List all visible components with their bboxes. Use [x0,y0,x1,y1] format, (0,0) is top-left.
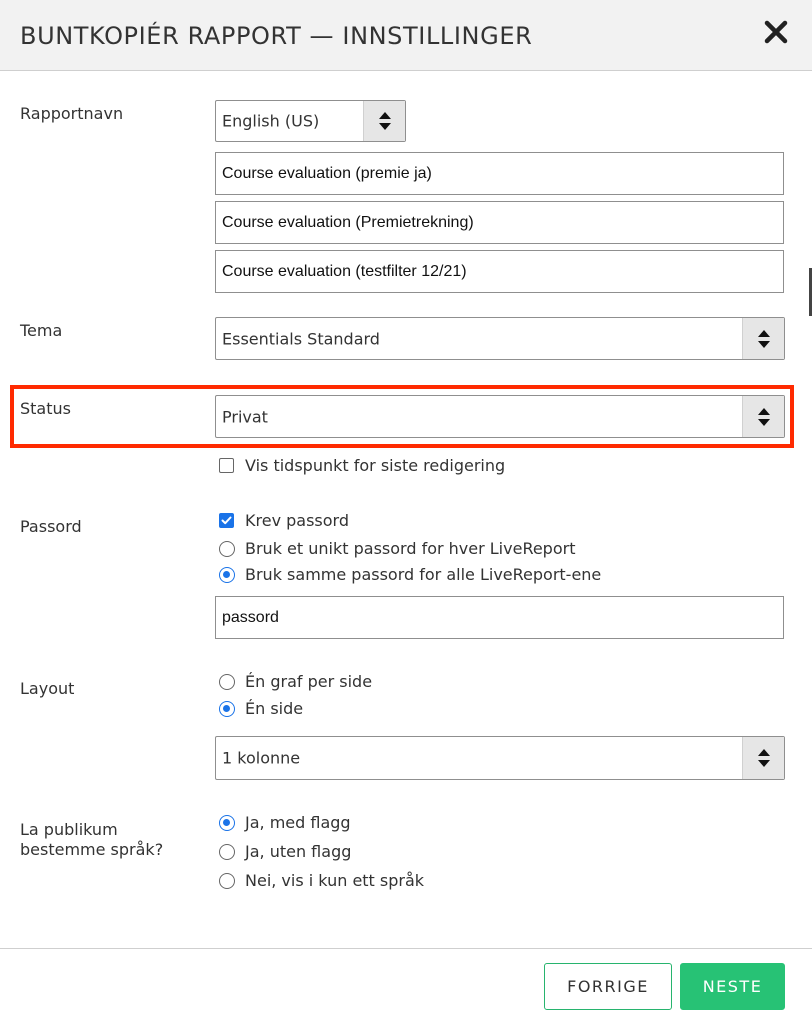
report-name-value-3: Course evaluation (testfilter 12/21) [222,262,467,280]
select-arrows-icon [742,318,784,359]
audience-with-flag-radio[interactable] [219,815,235,831]
columns-select[interactable] [215,736,785,780]
theme-select[interactable] [215,317,785,360]
close-icon [764,18,788,46]
dialog-title: BUNTKOPIÉR RAPPORT — INNSTILLINGER [20,22,533,50]
close-button[interactable] [764,18,788,46]
report-name-input-1[interactable] [215,152,784,195]
layout-one-page-label: Én side [245,699,304,718]
layout-graph-per-page-label: Én graf per side [245,672,373,691]
report-name-label: Rapportnavn [20,104,124,123]
theme-select-value: Essentials Standard [222,329,380,348]
password-unique-label: Bruk et unikt passord for hver LiveReport [245,539,576,558]
require-password-label: Krev passord [245,511,349,530]
password-same-radio[interactable] [219,567,235,583]
audience-language-label-line1: La publikum [20,820,118,839]
language-select-value: English (US) [222,111,320,131]
audience-with-flag-label: Ja, med flagg [245,813,351,832]
password-label: Passord [20,517,82,536]
status-label: Status [20,399,71,418]
password-unique-radio[interactable] [219,541,235,557]
audience-language-label-line2: bestemme språk? [20,840,164,859]
select-arrows-icon [742,396,784,437]
audience-single-language-label: Nei, vis i kun ett språk [245,871,425,890]
layout-graph-per-page-radio[interactable] [219,674,235,690]
select-arrows-icon [363,101,405,141]
status-select[interactable] [215,395,785,438]
report-name-input-3[interactable] [215,250,784,293]
report-name-input-2[interactable] [215,201,784,244]
previous-button[interactable]: FORRIGE [544,963,672,1010]
checkmark-icon [221,515,232,526]
language-select[interactable] [215,100,406,142]
columns-select-value: 1 kolonne [222,748,301,768]
status-select-value: Privat [222,407,268,426]
password-input-value: passord [222,608,279,626]
show-last-edit-label: Vis tidspunkt for siste redigering [245,456,506,475]
password-input[interactable] [215,596,784,639]
select-arrows-icon [742,737,784,779]
dialog-header [0,0,812,71]
layout-one-page-radio[interactable] [219,701,235,717]
theme-label: Tema [20,321,63,340]
password-same-label: Bruk samme passord for alle LiveReport-ene [245,565,602,584]
report-name-value-2: Course evaluation (Premietrekning) [222,213,474,231]
report-name-value-1: Course evaluation (premie ja) [222,164,432,182]
audience-without-flag-radio[interactable] [219,844,235,860]
layout-label: Layout [20,679,75,698]
show-last-edit-checkbox[interactable] [219,458,234,473]
next-button[interactable]: NESTE [680,963,785,1010]
require-password-checkbox[interactable] [219,513,234,528]
audience-single-language-radio[interactable] [219,873,235,889]
audience-without-flag-label: Ja, uten flagg [245,842,352,861]
